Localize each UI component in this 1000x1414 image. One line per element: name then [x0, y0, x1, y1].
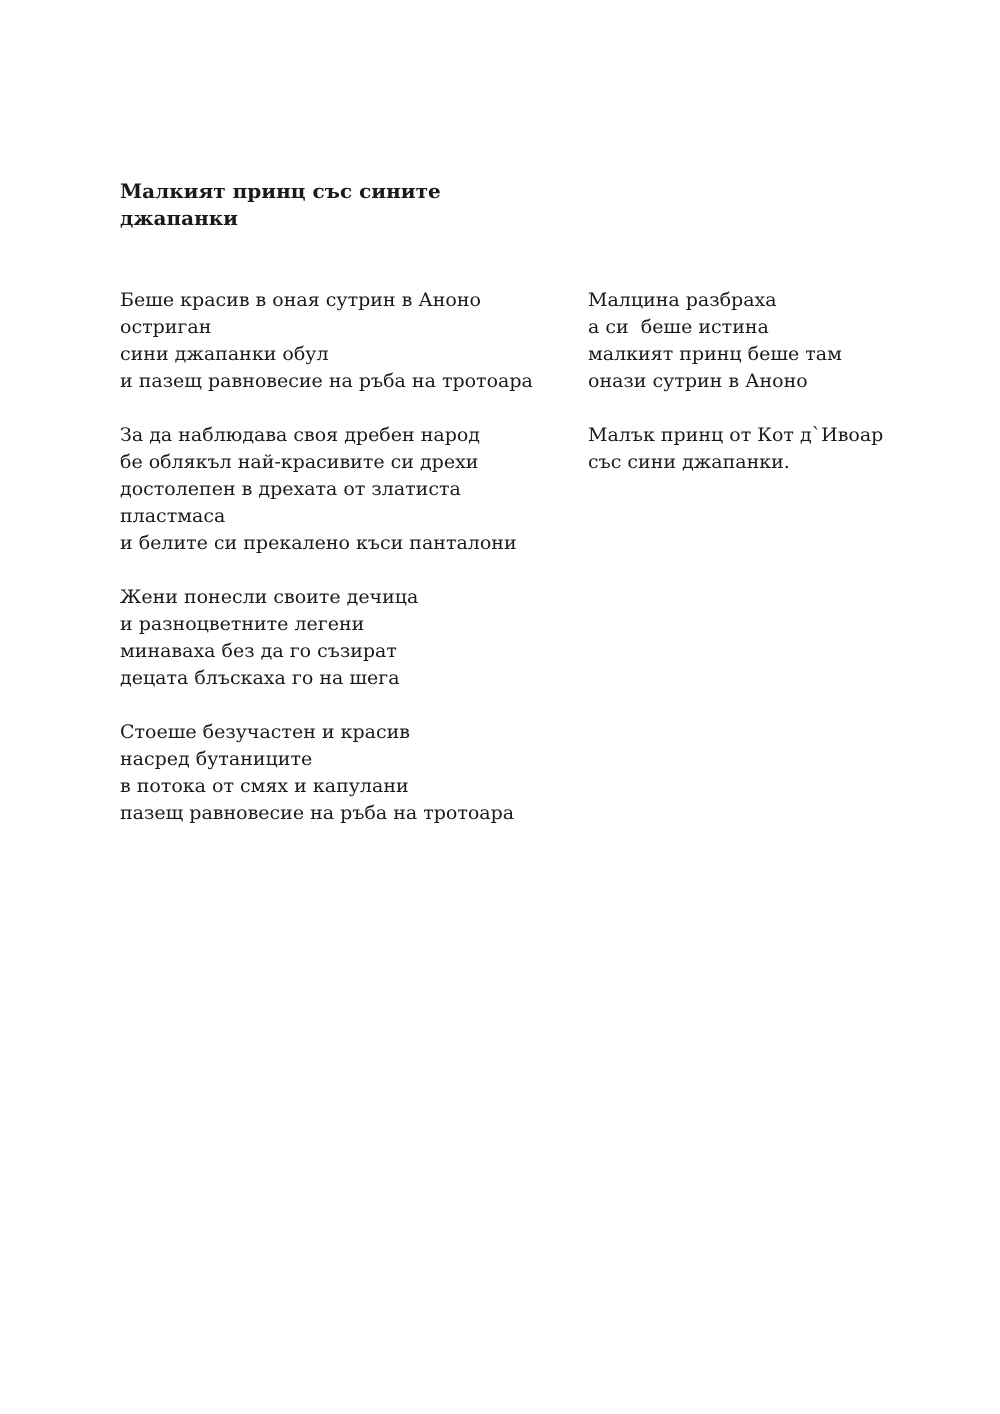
stanza-2: [120, 422, 560, 557]
verse-line: а си беше истина: [588, 316, 769, 338]
right-column: [588, 287, 948, 503]
verse-line: Стоеше безучастен и красив: [120, 721, 410, 743]
verse-line: Беше красив в оная сутрин в Аноно: [120, 289, 481, 311]
verse-line: Малък принц от Кот д`Ивоар: [588, 424, 884, 446]
poem-title-line: Малкият принц със сините: [120, 179, 441, 203]
stanza-5: [588, 287, 948, 395]
verse-line: и пазещ равновесие на ръба на тротоара: [120, 370, 533, 392]
verse-line: в потока от смях и капулани: [120, 775, 409, 797]
stanza-4: [120, 719, 560, 827]
stanza-1: [120, 287, 560, 395]
verse-line: бе облякъл най-красивите си дрехи: [120, 451, 479, 473]
verse-line: децата блъскаха го на шега: [120, 667, 400, 689]
verse-line: пазещ равновесие на ръба на тротоара: [120, 802, 515, 824]
stanza-6: [588, 422, 948, 476]
verse-line: насред бутаниците: [120, 748, 313, 770]
verse-line: и белите си прекалено къси панталони: [120, 532, 517, 554]
verse-line: достолепен в дрехата от златиста: [120, 478, 461, 500]
stanza-3: [120, 584, 560, 692]
verse-line: сини джапанки обул: [120, 343, 329, 365]
poem-title: [120, 178, 540, 232]
poem-title-line: джапанки: [120, 206, 238, 230]
verse-line: пластмаса: [120, 505, 226, 527]
verse-line: минаваха без да го съзират: [120, 640, 397, 662]
verse-line: Малцина разбраха: [588, 289, 777, 311]
verse-line: онази сутрин в Аноно: [588, 370, 808, 392]
verse-line: със сини джапанки.: [588, 451, 790, 473]
verse-line: За да наблюдава своя дребен народ: [120, 424, 480, 446]
verse-line: Жени понесли своите дечица: [120, 586, 419, 608]
verse-line: остриган: [120, 316, 212, 338]
left-column: [120, 287, 560, 854]
verse-line: малкият принц беше там: [588, 343, 842, 365]
verse-line: и разноцветните легени: [120, 613, 365, 635]
